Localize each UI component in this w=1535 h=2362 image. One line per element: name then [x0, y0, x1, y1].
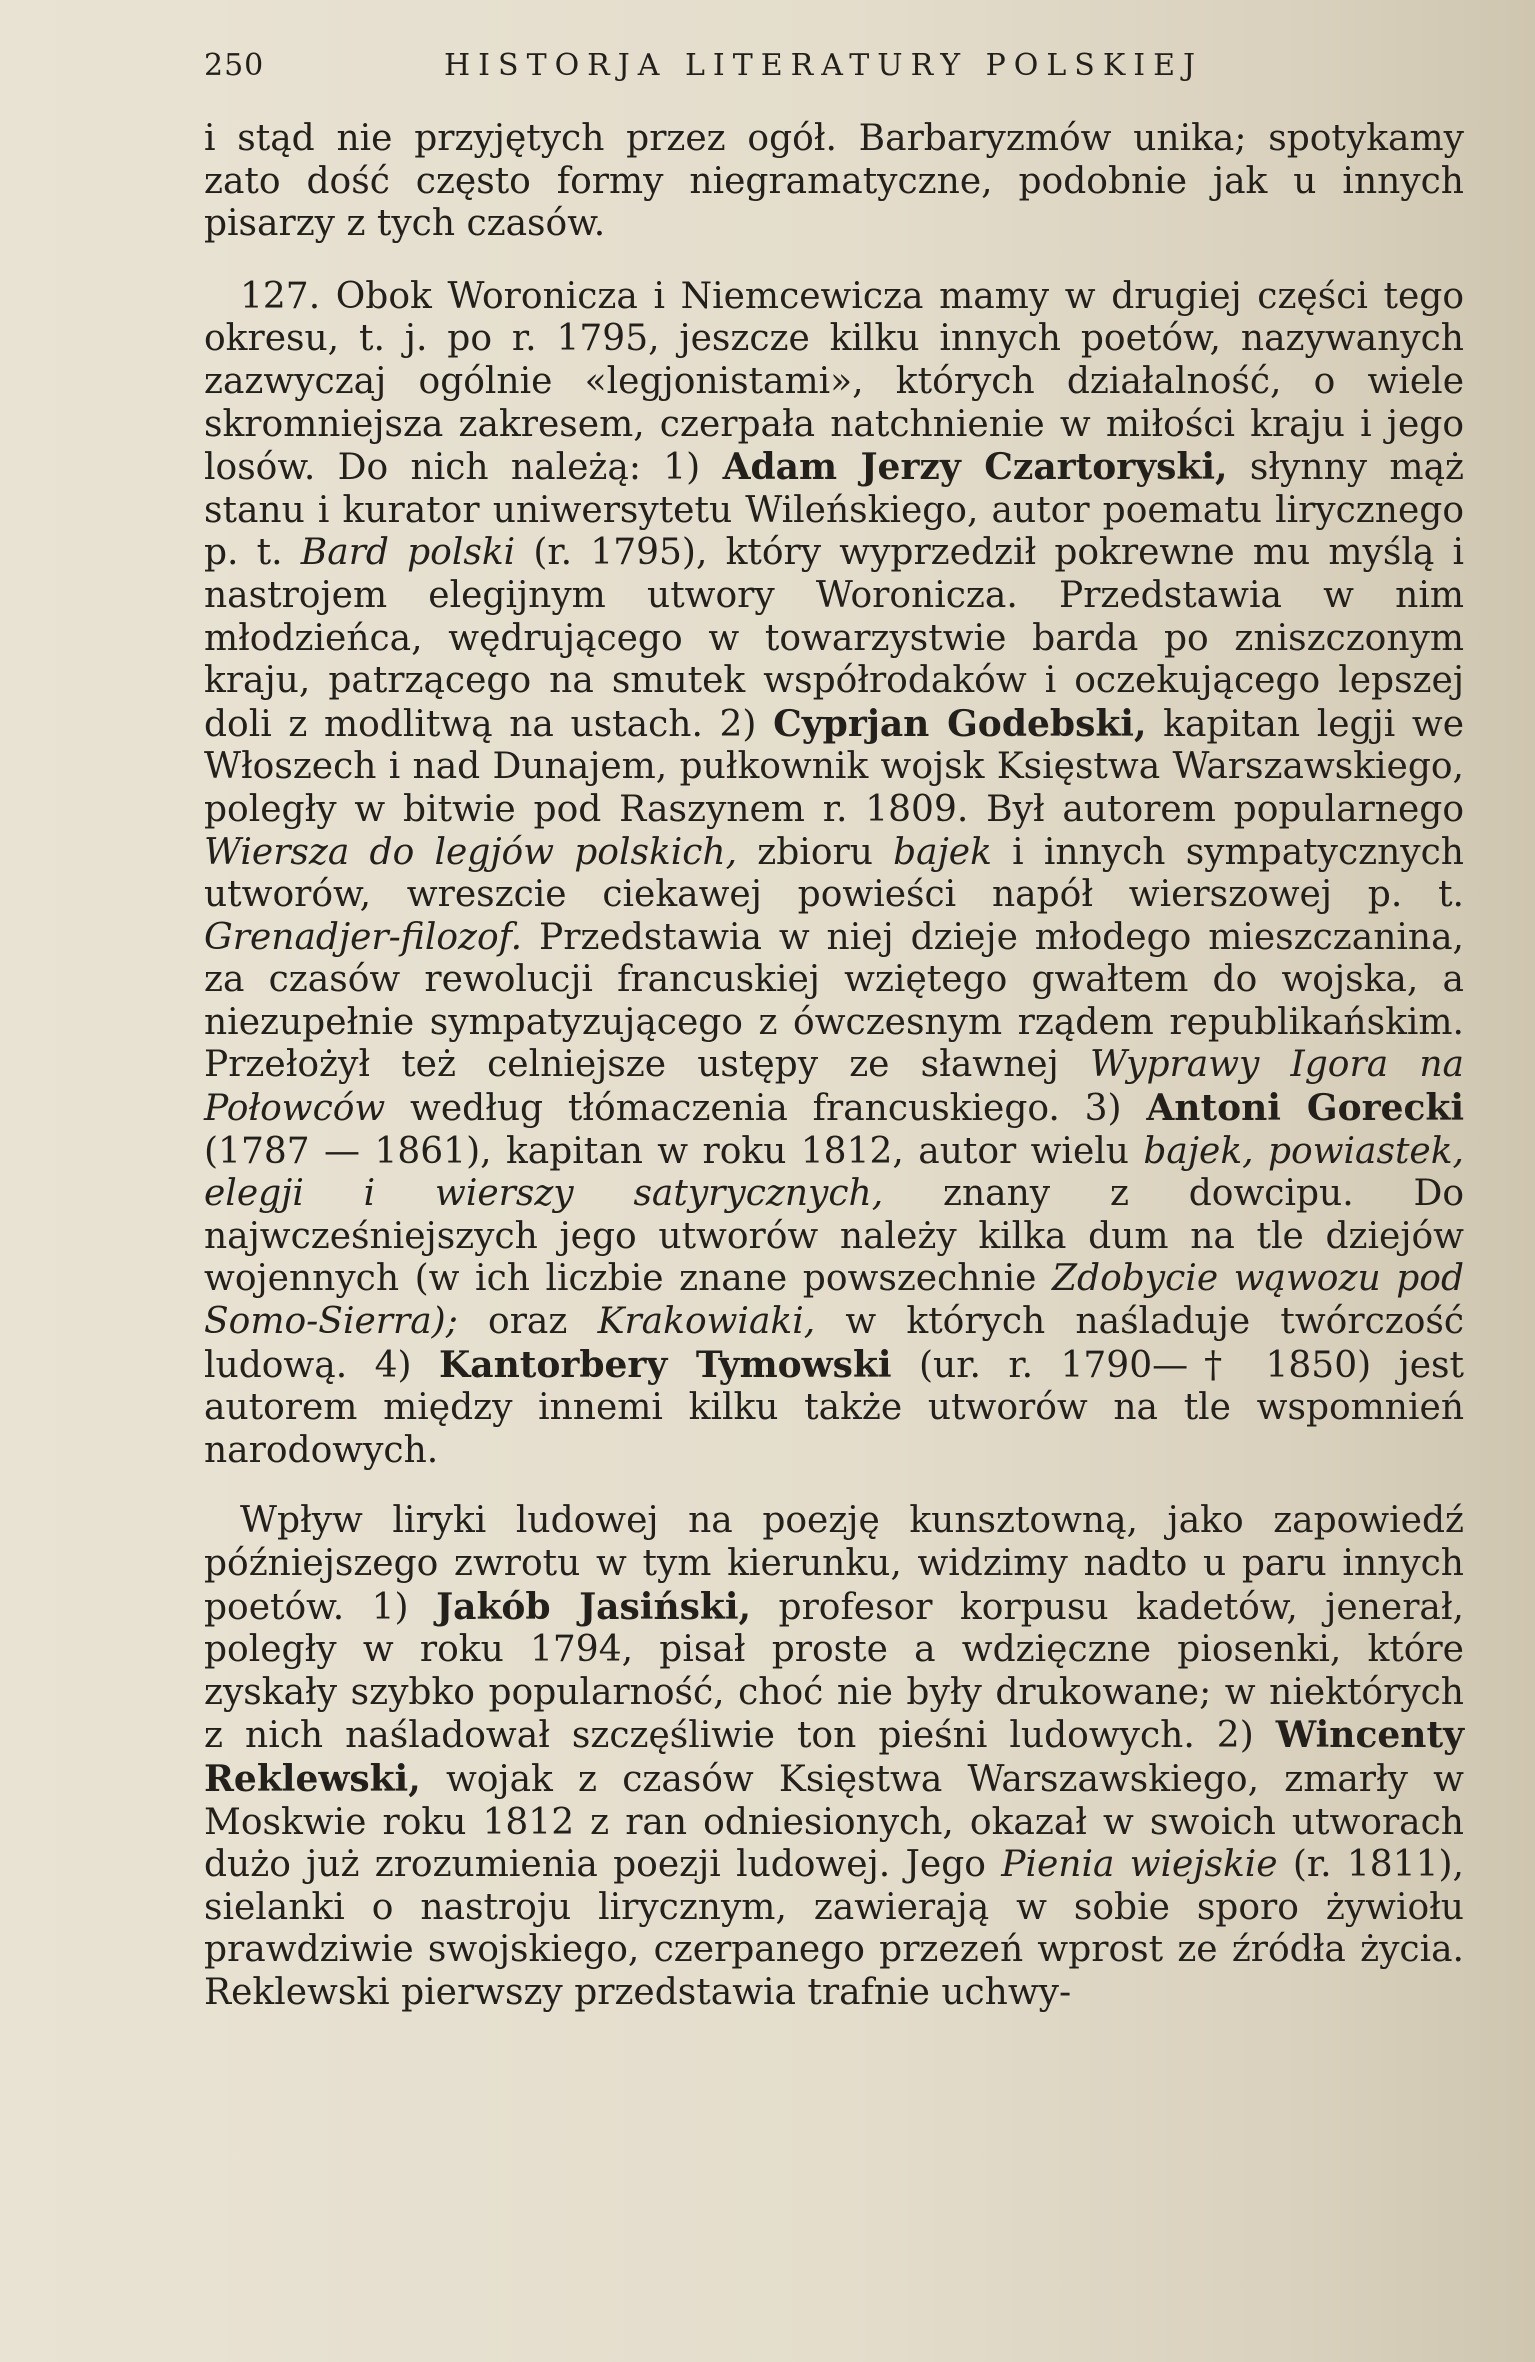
book-page — [190, 0, 1480, 2362]
author-name: Wincenty Reklewski, — [204, 1714, 1464, 1800]
author-name: Cyprjan Godebski, — [773, 702, 1147, 745]
text-run: w których naśladuje twórczość ludową. 4) — [204, 1301, 1465, 1386]
work-title: bajek, powiastek, elegji i wierszy satyrycznych, — [204, 1130, 1464, 1215]
work-title: bajek — [893, 831, 992, 873]
text-run: (1787 — 1861), kapitan w roku 1812, autor wielu — [204, 1130, 1144, 1172]
work-title: Wyprawy Igora na Połowców — [204, 1044, 1464, 1130]
work-title: Wiersza do legjów polskich, — [204, 831, 738, 873]
text-run: (r. 1795), który wyprzedził pokrewne mu myślą i nastrojem elegijnym utwory Woronicza. Przedstawia w nim młodzieńca, wędrującego w towarzystwie barda po zniszczonym kraju, patrzącego na smutek współrodaków i oczekującego lepszej doli z modlitwą na ustach. 2) — [204, 532, 1465, 745]
work-title: Bard polski — [300, 532, 516, 574]
text-run: zbioru — [737, 831, 894, 873]
work-title: Krakowiaki, — [597, 1301, 816, 1343]
author-name: Adam Jerzy Czartoryski, — [722, 446, 1228, 489]
text-run: (ur. r. 1790—† 1850) jest autorem między innemi kilku także utworów na tle wspomnień narodowych. — [204, 1344, 1464, 1471]
work-title: Zdobycie wąwozu pod Somo-Sierra); — [204, 1258, 1464, 1343]
text-run: (r. 1811), sielanki o nastroju lirycznym, zawierają w sobie sporo żywiołu prawdziwie swojskiego, czerpanego przezeń wprost ze źródła życia. Reklewski pierwszy przedstawia trafnie uchwy- — [204, 1844, 1465, 2013]
author-name: Antoni Gorecki — [1146, 1087, 1465, 1130]
text-run: profesor korpusu kadetów, jenerał, poległy w roku 1794, pisał proste a wdzięczne piosenki, które zyskały szybko popularność, choć nie były drukowane; w niektórych z nich naśladował szczęśliwie ton pieśni ludowych. 2) — [204, 1586, 1464, 1757]
author-name: Jakób Jasiński, — [436, 1585, 752, 1628]
text-run: oraz — [457, 1301, 598, 1343]
text-run: kapitan legji we Włoszech i nad Dunajem, pułkownik wojsk Księstwa Warszawskiego, poległy w bitwie pod Raszynem r. 1809. Był autorem popularnego — [204, 703, 1464, 830]
text-run: i innych sympatycznych utworów, wreszcie ciekawej powieści napół wierszowej p. t. — [204, 831, 1464, 916]
text-run: i stąd nie przyjętych przez ogół. Barbaryzmów unika; spotykamy zato dość często formy niegramatyczne, podobnie jak u innych pisarzy z tych czasów. — [204, 118, 1464, 245]
paragraph-folk-lyric — [204, 1500, 1464, 2014]
paragraph-continuation — [204, 118, 1464, 246]
paragraph-127 — [204, 276, 1464, 1473]
page-header — [204, 48, 1454, 98]
page-body — [204, 118, 1464, 2015]
text-run: Przedstawia w niej dzieje młodego mieszczanina, za czasów rewolucji francuskiej wziętego gwałtem do wojska, a niezupełnie sympatyzującego z ówczesnym rządem republikańskim. Przełożył też celniejsze ustępy ze sławnej — [204, 916, 1464, 1086]
text-run: Wpływ liryki ludowej na poezję kunsztowną, jako zapowiedź późniejszego zwrotu w tym kierunku, widzimy nadto u paru innych poetów. 1) — [204, 1500, 1464, 1628]
work-title: Pienia wiejskie — [1001, 1844, 1278, 1886]
work-title: Grenadjer-filozof. — [204, 916, 523, 958]
page-number: 250 — [204, 48, 265, 83]
text-run: według tłómaczenia francuskiego. 3) — [385, 1088, 1147, 1130]
text-run: wojak z czasów Księstwa Warszawskiego, zmarły w Moskwie roku 1812 z ran odniesionych, okazał w swoich utworach dużo już zrozumienia poezji ludowej. Jego — [204, 1758, 1464, 1886]
text-run: 127. Obok Woronicza i Niemcewicza mamy w drugiej części tego okresu, t. j. po r. 1795, jeszcze kilku innych poetów, nazywanych zazwyczaj ogólnie «legjonistami», których działalność, o wiele skromniejsza zakresem, czerpała natchnienie w miłości kraju i jego losów. Do nich należą: 1) — [204, 275, 1464, 489]
running-title: HISTORJA LITERATURY POLSKIEJ — [444, 48, 1204, 83]
author-name: Kantorbery Tymowski — [438, 1343, 892, 1386]
text-run: słynny mąż stanu i kurator uniwersytetu Wileńskiego, autor poematu lirycznego p. t. — [204, 447, 1464, 574]
text-run: znany z dowcipu. Do najwcześniejszych jego utworów należy kilka dum na tle dziejów wojennych (w ich liczbie znane powszechnie — [204, 1173, 1464, 1300]
